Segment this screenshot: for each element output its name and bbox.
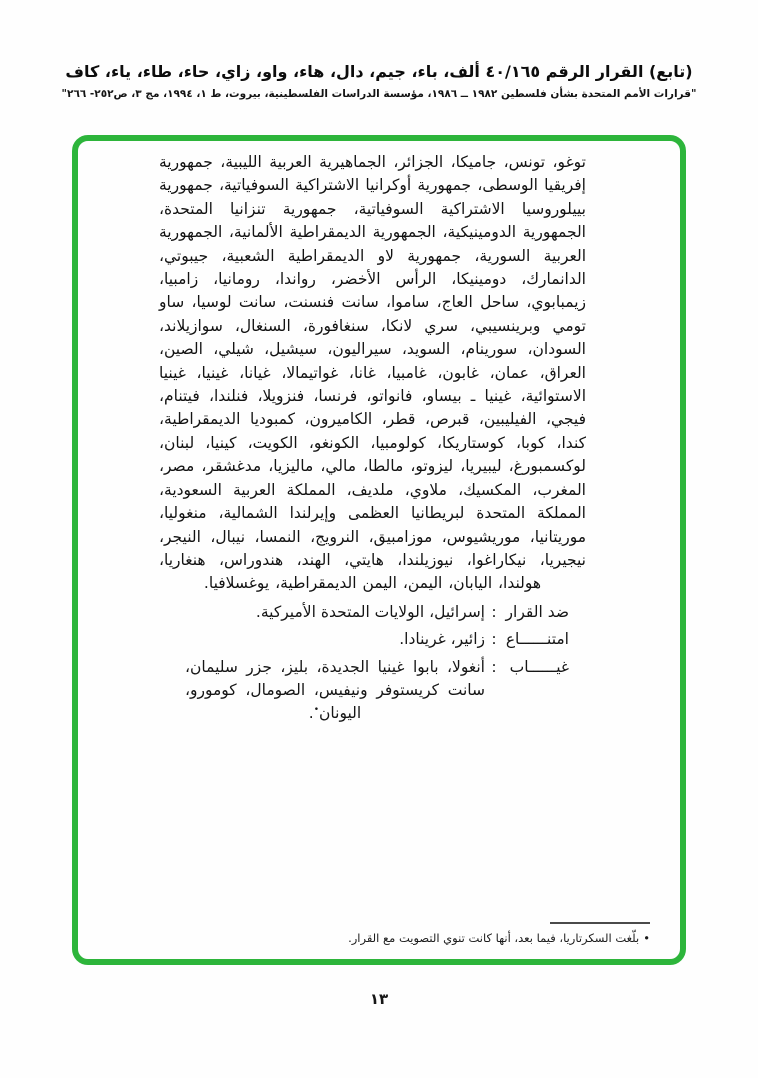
vote-absent-countries-text: أنغولا، بابوا غينيا الجديدة، بليز، جزر سليمان، سانت كريستوفر ونيفيس، الصومال، كومورو، اليونان (185, 657, 485, 723)
vote-abstain-row (78, 628, 569, 651)
footnote-area (320, 922, 650, 945)
voting-record (78, 601, 569, 726)
vote-absent-label: غيــــــاب (509, 657, 569, 676)
vote-abstain-countries: زائير، غرينادا. (399, 630, 485, 649)
footnote (320, 931, 650, 945)
vote-absent-colon: : (491, 657, 497, 676)
page-number: ١٣ (369, 990, 389, 1008)
vote-absent-row (78, 656, 569, 726)
footnote-text: بلّغت السكرتاريا، فيما بعد، أنها كانت تنوي التصويت مع القرار. (348, 931, 640, 945)
vote-against-countries: إسرائيل، الولايات المتحدة الأميركية. (255, 602, 485, 621)
vote-abstain-colon: : (491, 630, 497, 649)
highlight-box (72, 135, 686, 965)
resolution-title: (تابع) القرار الرقم ٤٠/١٦٥ ألف، باء، جيم، دال، هاء، واو، زاي، حاء، طاء، ياء، كاف (65, 62, 693, 81)
vote-abstain-label: امتنــــــاع (505, 630, 569, 649)
footnote-separator-rule (550, 922, 650, 924)
vote-against-colon: : (491, 602, 497, 621)
vote-absent-countries: أنغولا، بابوا غينيا الجديدة، بليز، جزر سليمان، سانت كريستوفر ونيفيس، الصومال، كومورو، اليونان•. (185, 657, 485, 723)
in-favor-country-list: توغو، تونس، جاميكا، الجزائر، الجماهيرية العربية الليبية، جمهورية إفريقيا الوسطى، جمهورية أوكرانيا الاشتراكية السوفياتية، جمهورية بييلوروسيا الاشتراكية السوفياتية، جمهورية تنزانيا المتحدة، الجمهورية الدومينيكية، الجمهورية الديمقراطية الألمانية، الجمهورية العربية السورية، جمهورية لاو الديمقراطية الشعبية، جيبوتي، الدانمارك، دومينيكا، الرأس الأخضر، رواندا، رومانيا، زامبيا، زيمبابوي، ساحل العاج، ساموا، سانت فنسنت، سانت لوسيا، ساو تومي وبرينسيبي، سري لانكا، سنغافورة، السنغال، سوازيلاند، السودان، سورينام، السويد، سيراليون، سيشيل، شيلي، الصين، العراق، عمان، غابون، غامبيا، غانا، غواتيمالا، غيانا، غينيا، غينيا الاستوائية، غينيا ـ بيساو، فانواتو، فرنسا، فنزويلا، فنلندا، فيتنام، فيجي، الفيليبين، قبرص، قطر، الكاميرون، كمبوديا الديمقراطية، كندا، كوبا، كوستاريكا، كولومبيا، الكونغو، الكويت، كينيا، لبنان، لوكسمبورغ، ليبيريا، ليزوتو، مالطا، مالي، ماليزيا، مدغشقر، مصر، المغرب، المكسيك، ملاوي، ملديف، المملكة العربية السعودية، المملكة المتحدة لبريطانيا العظمى وإيرلندا الشمالية، منغوليا، موريتانيا، موريشيوس، موزامبيق، النرويج، النمسا، نيبال، النيجر، نيجيريا، نيكاراغوا، نيوزيلندا، هايتي، الهند، هندوراس، هنغاريا، هولندا، اليابان، اليمن، اليمن الديمقراطية، يوغسلافيا. (159, 153, 586, 593)
vote-against-label: ضد القرار (505, 602, 569, 621)
source-citation: "قرارات الأمم المتحدة بشأن فلسطين ١٩٨٢ ــ ١٩٨٦، مؤسسة الدراسات الفلسطينية، بيروت، ط ١، ١٩٩٤، مج ٣، ص٢٥٢- ٢٦٦" (61, 88, 697, 100)
footnote-marker: • (643, 931, 650, 945)
document-header (0, 0, 758, 100)
vote-against-row (78, 601, 569, 624)
vote-absent-period: . (308, 704, 314, 723)
